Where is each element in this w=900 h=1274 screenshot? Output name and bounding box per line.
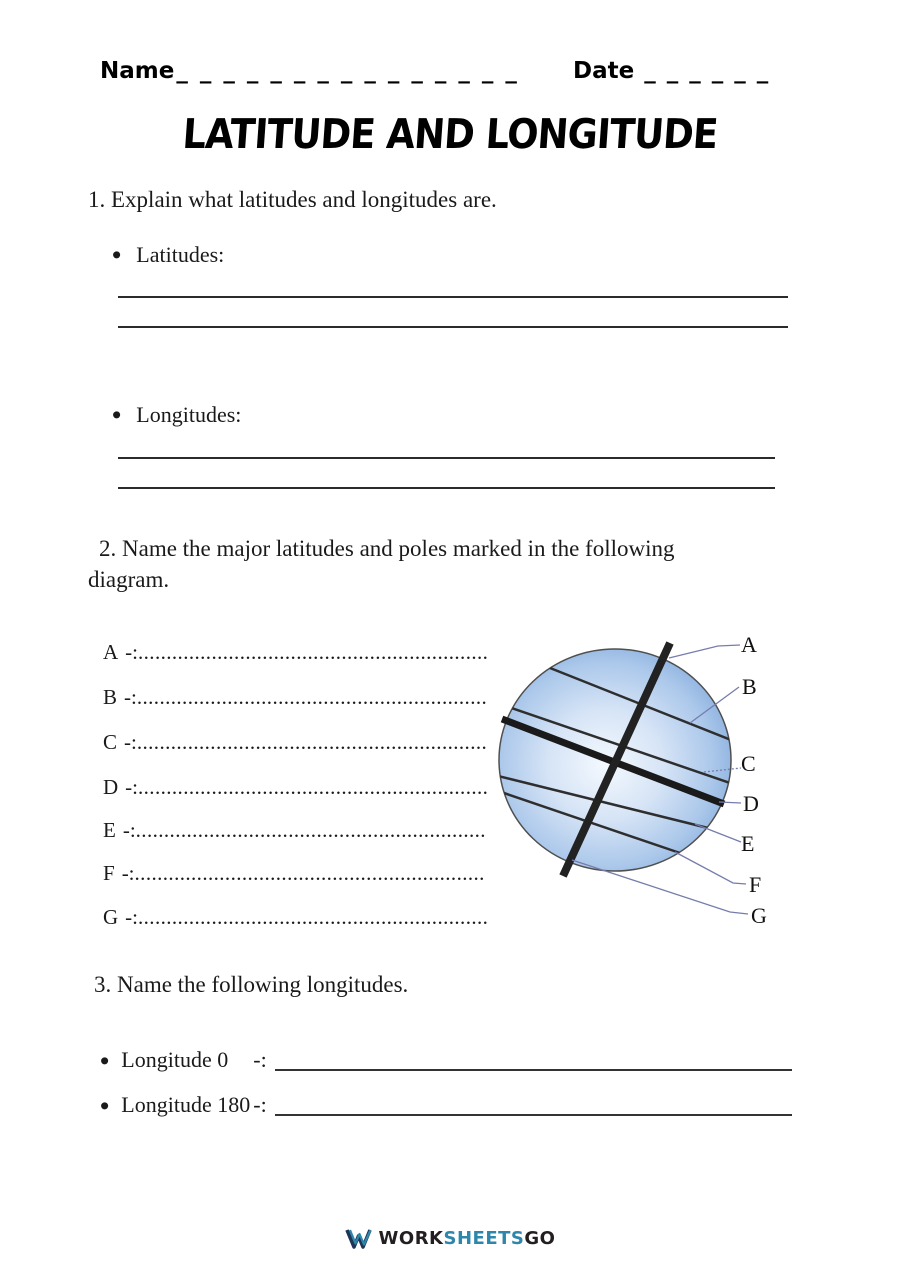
row-separator: -:: [125, 775, 138, 799]
longitudes-label: Longitudes:: [136, 402, 242, 427]
brand-text-go: GO: [524, 1228, 556, 1249]
brand-text-sheets: SHEETS: [443, 1228, 525, 1249]
bullet-icon: ●: [99, 1095, 110, 1114]
date-field-row: [573, 58, 779, 84]
name-label: Name: [100, 58, 175, 84]
latitudes-answer-line-2: [118, 326, 788, 328]
date-label: Date: [573, 58, 635, 84]
longitude-0-row: [98, 1046, 792, 1074]
row-separator: -:: [124, 730, 137, 754]
globe-label-d: D: [743, 791, 759, 816]
longitude-180-label: Longitude 180: [121, 1092, 251, 1117]
globe-label-b: B: [742, 674, 757, 699]
dotted-answer-line: ..............................................................: [136, 685, 488, 709]
dotted-answer-line: ..............................................................: [138, 640, 489, 664]
longitudes-answer-line-2: [118, 487, 775, 489]
globe-illustration: [480, 600, 820, 950]
row-separator: -:: [253, 1047, 267, 1072]
row-letter: B: [103, 685, 118, 709]
row-separator: -:: [124, 685, 137, 709]
dotted-answer-line: ..............................................................: [138, 905, 489, 929]
row-letter: C: [103, 730, 118, 754]
name-field-row: [100, 58, 529, 84]
row-separator: -:: [125, 905, 138, 929]
globe-label-f: F: [749, 872, 762, 897]
question-3-prompt: 3. Name the following longitudes.: [94, 972, 409, 997]
brand-text-work: WORK: [378, 1228, 444, 1249]
name-blank-line: _______________: [176, 58, 529, 84]
longitudes-answer-line-1: [118, 457, 775, 459]
row-letter: D: [103, 775, 119, 799]
globe-diagram: [480, 600, 820, 950]
row-letter: A: [103, 640, 119, 664]
page-title: LATITUDE AND LONGITUDE: [181, 110, 719, 158]
question-1-prompt: 1. Explain what latitudes and longitudes are.: [88, 187, 497, 212]
longitude-0-label: Longitude 0: [121, 1047, 229, 1072]
answer-row-a: [103, 640, 488, 665]
question-2-prompt: 2. Name the major latitudes and poles marked in the following diagram.: [88, 536, 675, 592]
longitudes-bullet-row: [110, 401, 241, 428]
answer-row-c: [103, 730, 487, 755]
dotted-answer-line: ..............................................................: [135, 818, 486, 842]
row-letter: G: [103, 905, 119, 929]
bullet-icon: ●: [111, 244, 122, 263]
worksheetsgo-logo: [0, 1228, 900, 1249]
dotted-answer-line: ..............................................................: [138, 775, 489, 799]
answer-row-f: [103, 861, 485, 886]
globe-label-e: E: [741, 831, 755, 856]
latitudes-label: Latitudes:: [136, 242, 225, 267]
longitude-180-row: [98, 1091, 792, 1119]
row-separator: -:: [121, 861, 135, 885]
worksheetsgo-w-icon: [345, 1228, 372, 1249]
dotted-answer-line: ..............................................................: [136, 730, 488, 754]
answer-row-g: [103, 905, 488, 930]
answer-row-e: [103, 818, 486, 843]
globe-label-a: A: [741, 632, 757, 657]
latitudes-answer-line-1: [118, 296, 788, 298]
bullet-icon: ●: [111, 404, 122, 423]
row-letter: E: [103, 818, 116, 842]
date-blank-line: ______: [644, 58, 780, 84]
row-separator: -:: [253, 1092, 267, 1117]
answer-row-b: [103, 685, 487, 710]
answer-row-d: [103, 775, 488, 800]
dotted-answer-line: ..............................................................: [134, 861, 485, 885]
row-separator: -:: [122, 818, 136, 842]
latitudes-bullet-row: [110, 241, 224, 268]
longitude-0-answer-line: [275, 1069, 792, 1071]
longitude-180-answer-line: [275, 1114, 792, 1116]
globe-label-c: C: [741, 751, 756, 776]
globe-label-g: G: [751, 903, 767, 928]
bullet-icon: ●: [99, 1050, 110, 1069]
row-separator: -:: [125, 640, 138, 664]
row-letter: F: [103, 861, 115, 885]
